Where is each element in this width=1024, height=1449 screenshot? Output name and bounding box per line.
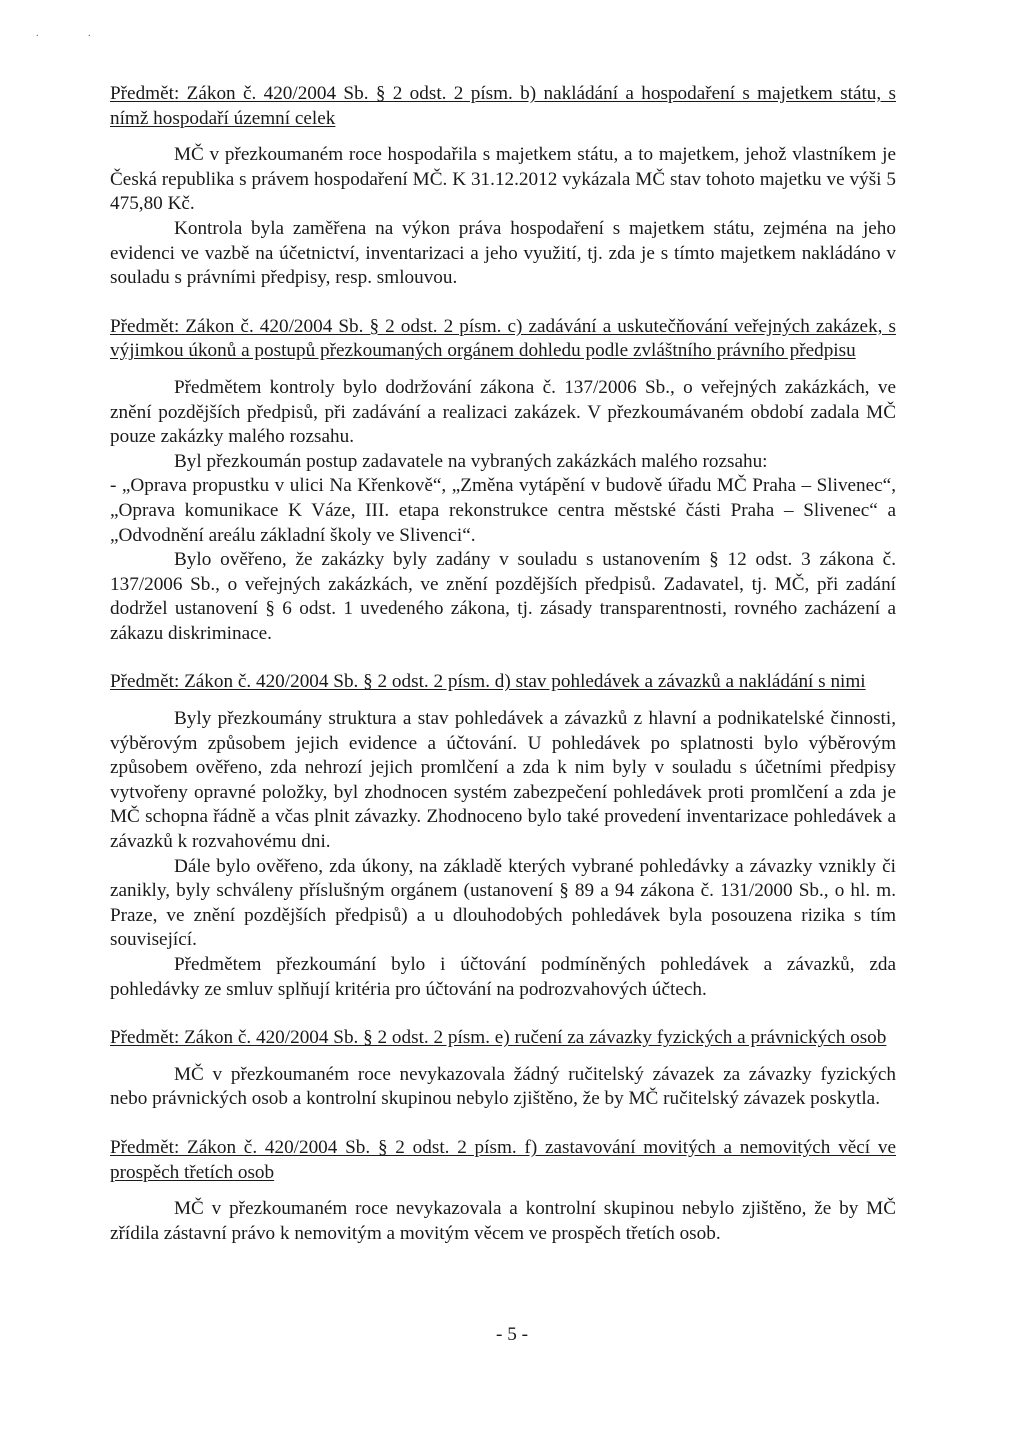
section-f <box>110 1136 896 1246</box>
section-heading: Předmět: Zákon č. 420/2004 Sb. § 2 odst. 2 písm. c) zadávání a uskutečňování veřejných zakázek, s výjimkou úkonů a postupů přezkoumaných orgánem dohledu podle zvláštního právního předpisu <box>110 315 896 362</box>
page-number: - 5 - <box>496 1324 528 1345</box>
paragraph: Bylo ověřeno, že zakázky byly zadány v souladu s ustanovením § 12 odst. 3 zákona č. 137/2006 Sb., o veřejných zakázkách, ve znění pozdějších předpisů. Zadavatel, tj. MČ, při zadání dodržel ustanovení § 6 odst. 1 uvedeného zákona, tj. zásady transparentnosti, rovného zacházení a zákazu diskriminace. <box>110 549 896 644</box>
paragraph: MČ v přezkoumaném roce hospodařila s majetkem státu, a to majetkem, jehož vlastníkem je Česká republika s právem hospodaření MČ. K 31.12.2012 vykázala MČ stav tohoto majetku ve výši 5 475,80 Kč. <box>110 144 896 215</box>
paragraph: Kontrola byla zaměřena na výkon práva hospodaření s majetkem státu, zejména na jeho evidenci ve vazbě na účetnictví, inventarizaci a jeho využití, tj. zda je s tímto majetkem nakládáno v souladu s právními předpisy, resp. smlouvou. <box>110 217 896 289</box>
section-b <box>110 82 896 291</box>
paragraph: Byly přezkoumány struktura a stav pohledávek a závazků z hlavní a podnikatelské činnosti, výběrovým způsobem jejich evidence a účtování. U pohledávek po splatnosti bylo výběrovým způsobem ověřeno, zda nehrozí jejich promlčení a zda k nim byly v souladu s účetními předpisy vytvořeny opravné položky, byl zhodnocen systém zabezpečení pohledávek proti promlčení a zda je MČ schopna řádně a včas plnit závazky. Zhodnoceno bylo také provedení inventarizace pohledávek a závazků k rozvahovému dni. <box>110 708 896 853</box>
section-heading: Předmět: Zákon č. 420/2004 Sb. § 2 odst. 2 písm. d) stav pohledávek a závazků a nakládání s nimi <box>110 671 866 693</box>
paragraph: Předmětem přezkoumání bylo i účtování podmíněných pohledávek a závazků, zda pohledávky ze smluv splňují kritéria pro účtování na podrozvahových účtech. <box>110 954 896 1000</box>
paragraph: Dále bylo ověřeno, zda úkony, na základě kterých vybrané pohledávky a závazky vznikly či zanikly, byly schváleny příslušným orgánem (ustanovení § 89 a 94 zákona č. 131/2000 Sb., o hl. m. Praze, ve znění pozdějších předpisů) a u dlouhodobých pohledávek byla posouzena rizika s tím související. <box>110 855 896 951</box>
scan-mark: . <box>88 28 91 39</box>
section-e <box>110 1026 896 1112</box>
scan-mark: . <box>36 28 39 39</box>
paragraph: MČ v přezkoumaném roce nevykazovala žádný ručitelský závazek za závazky fyzických nebo právnických osob a kontrolní skupinou nebylo zjištěno, že by MČ ručitelský závazek poskytla. <box>110 1063 896 1110</box>
paragraph: Byl přezkoumán postup zadavatele na vybraných zakázkách malého rozsahu: <box>174 450 768 472</box>
paragraph: - „Oprava propustku v ulici Na Křenkově“, „Změna vytápění v budově úřadu MČ Praha – Slivenec“, „Oprava komunikace K Váze, III. etapa rekonstrukce centra městské části Praha – Slivenec“ a „Odvodnění areálu základní školy ve Slivenci“. <box>110 475 896 546</box>
paragraph: Předmětem kontroly bylo dodržování zákona č. 137/2006 Sb., o veřejných zakázkách, ve znění pozdějších předpisů, při zadávání a realizaci zakázek. V přezkoumávaném období zadala MČ pouze zakázky malého rozsahu. <box>110 376 896 448</box>
section-d <box>110 670 896 1002</box>
document-body <box>110 82 896 1246</box>
section-c <box>110 315 896 647</box>
section-heading: Předmět: Zákon č. 420/2004 Sb. § 2 odst. 2 písm. e) ručení za závazky fyzických a právnických osob <box>110 1027 887 1049</box>
section-heading: Předmět: Zákon č. 420/2004 Sb. § 2 odst. 2 písm. b) nakládání a hospodaření s majetkem státu, s nímž hospodaří územní celek <box>110 83 896 129</box>
paragraph: MČ v přezkoumaném roce nevykazovala a kontrolní skupinou nebylo zjištěno, že by MČ zřídila zástavní právo k nemovitým a movitým věcem ve prospěch třetích osob. <box>110 1198 896 1244</box>
section-heading: Předmět: Zákon č. 420/2004 Sb. § 2 odst. 2 písm. f) zastavování movitých a nemovitých věcí ve prospěch třetích osob <box>110 1136 896 1183</box>
